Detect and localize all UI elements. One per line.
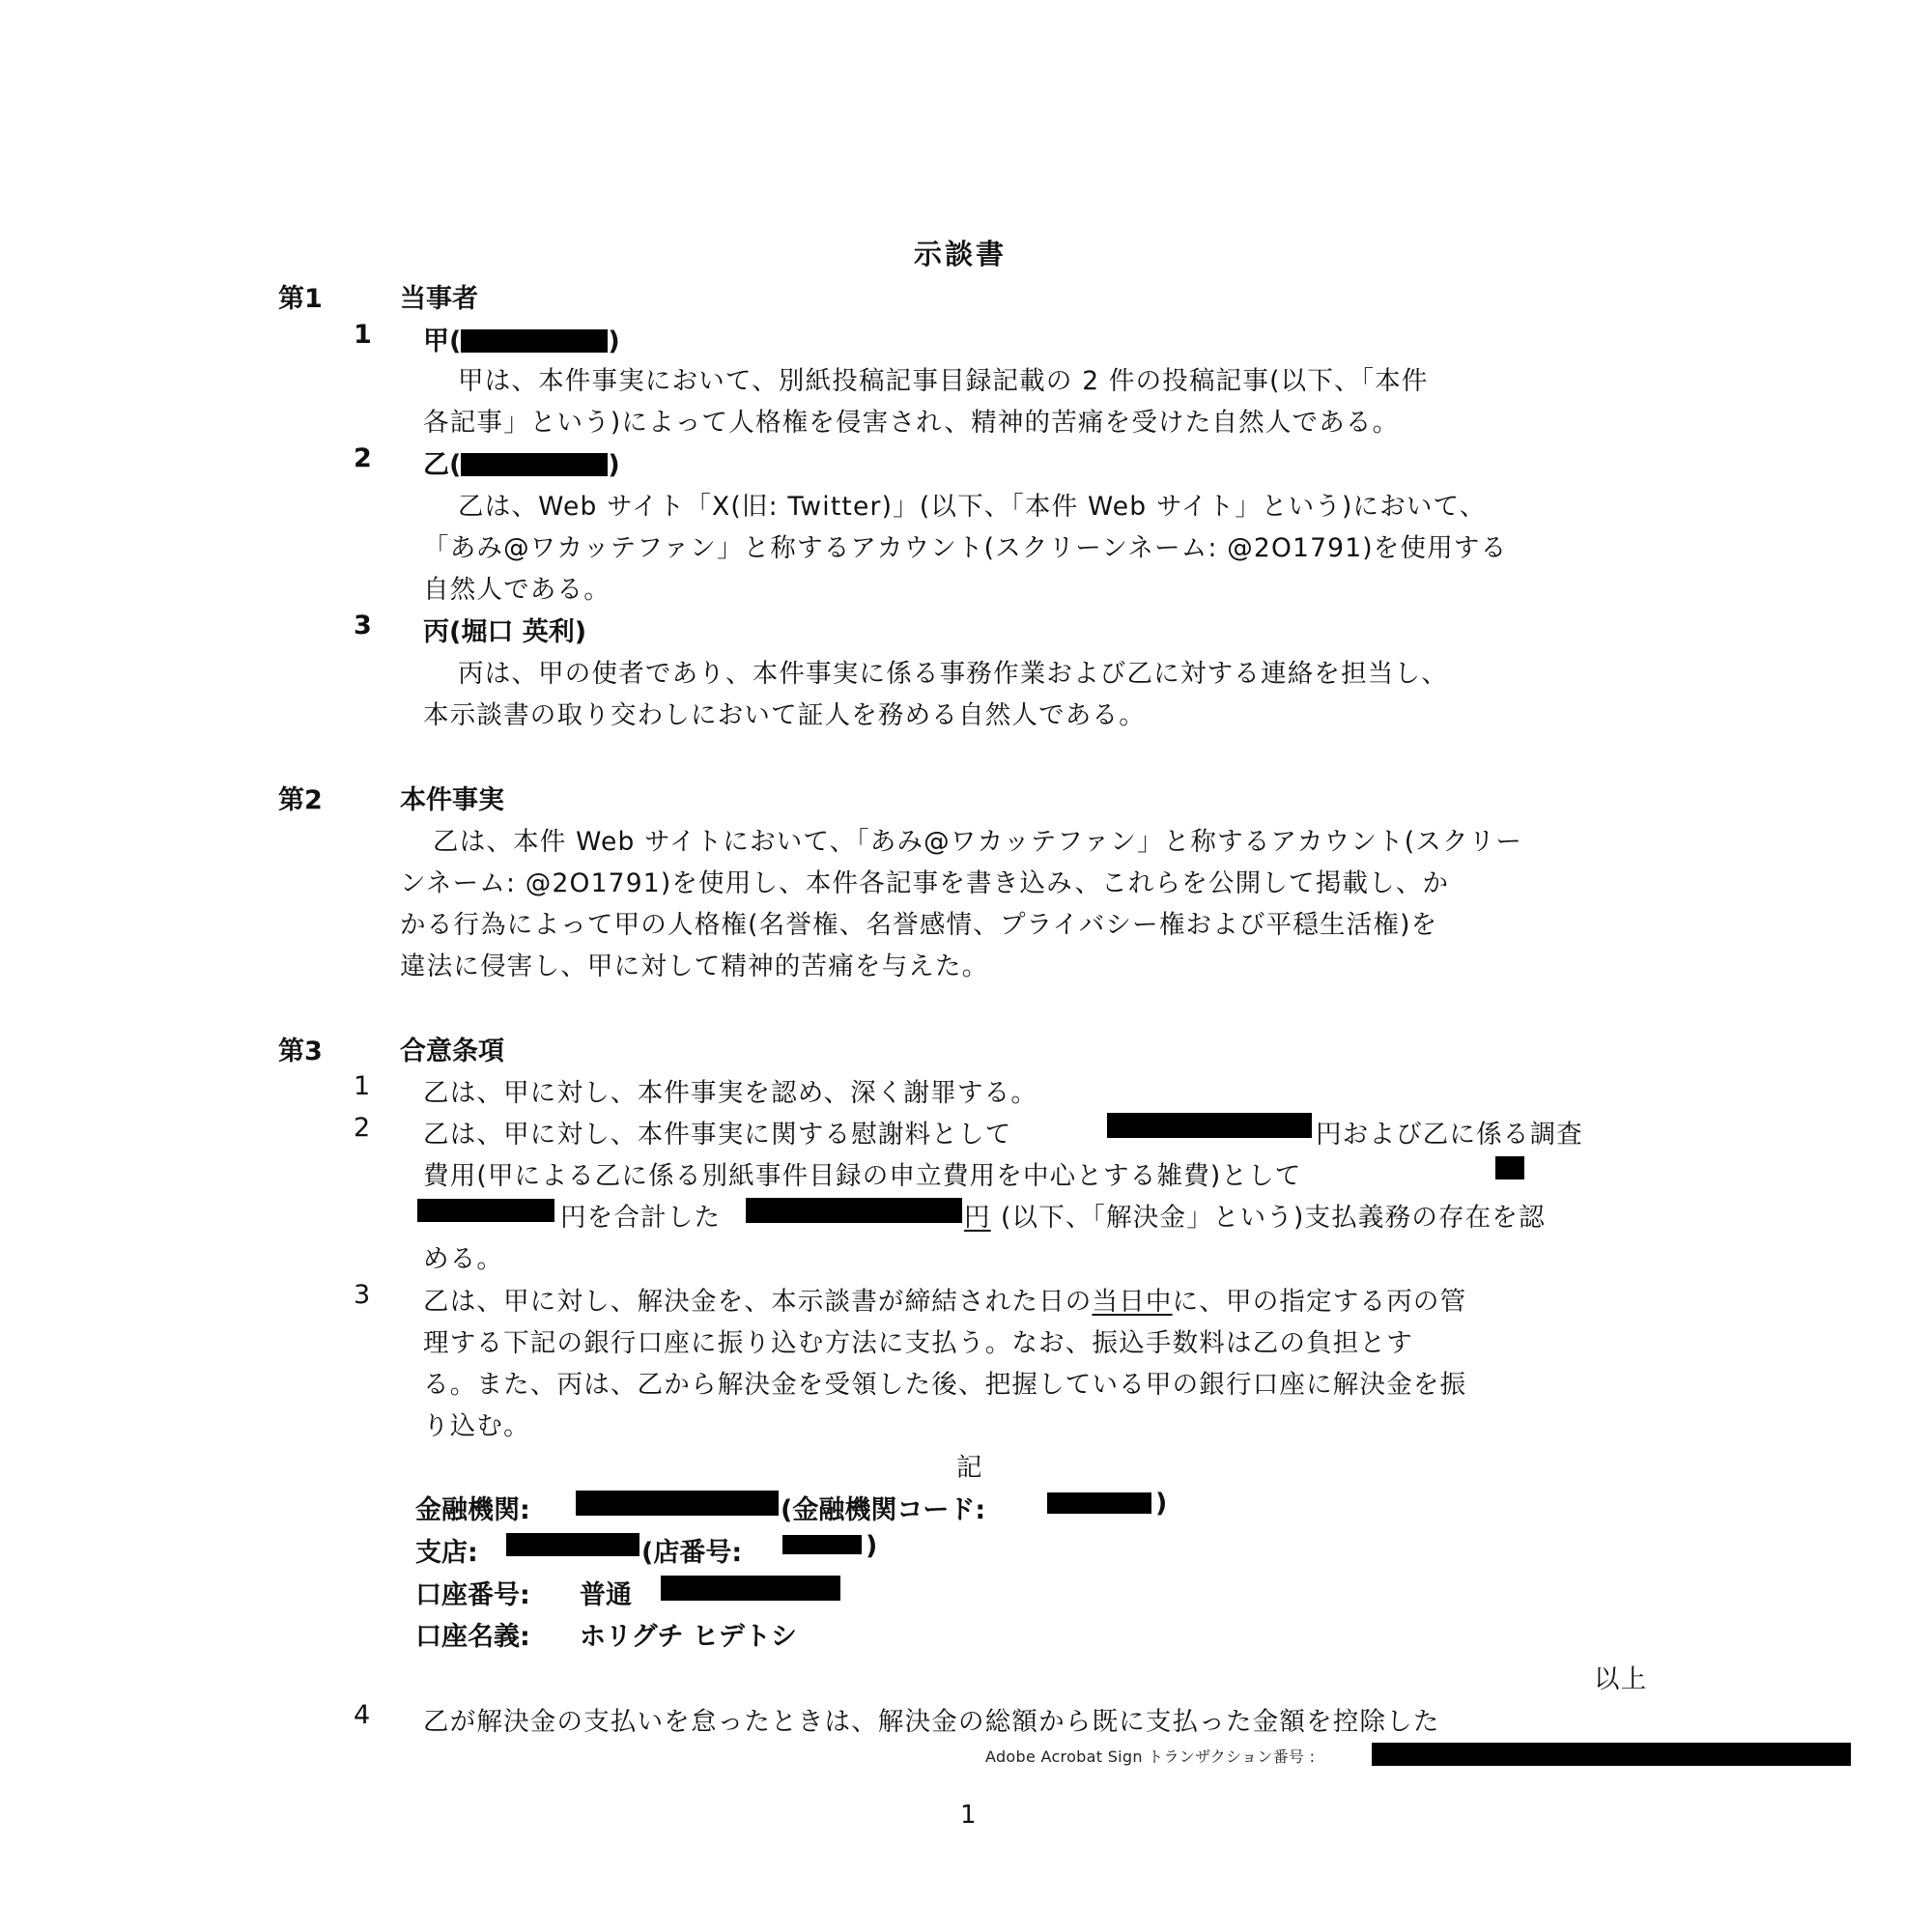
section-1-number: 第1	[278, 284, 323, 314]
section-3-item-3-line-4: り込む。	[423, 1411, 530, 1441]
section-3-item-2-line-3c: (以下、「解決金」という)支払義務の存在を認	[1001, 1203, 1546, 1233]
section-3-item-2-line-3b: 円	[964, 1203, 991, 1233]
section-1-item-2-line-1: 乙は、Web サイト「X(旧: Twitter)」(以下、「本件 Web サイト」という)において、	[458, 492, 1487, 522]
branch-label: 支店:	[415, 1538, 478, 1568]
section-1-item-3-line-1: 丙は、甲の使者であり、本件事実に係る事務作業および乙に対する連絡を担当し、	[458, 659, 1448, 689]
account-name-label: 口座名義:	[415, 1622, 530, 1652]
account-number-redaction	[661, 1576, 840, 1601]
section-3-item-3-line-1a: 乙は、甲に対し、解決金を、本示談書が締結された日の	[423, 1287, 1093, 1317]
document-title: 示談書	[914, 238, 1008, 270]
section-2-line-3: かる行為によって甲の人格権(名誉権、名誉感情、プライバシー権および平穏生活権)を	[400, 910, 1438, 940]
section-3-item-3-line-1c: に、甲の指定する丙の管	[1172, 1287, 1467, 1317]
section-3-item-3-line-3: る。また、丙は、乙から解決金を受領した後、把握している甲の銀行口座に解決金を振	[423, 1370, 1467, 1400]
party-a-label-prefix: 甲(	[423, 327, 462, 356]
party-b-label-prefix: 乙(	[423, 450, 462, 480]
section-1-item-1-line-2: 各記事」という)によって人格権を侵害され、精神的苦痛を受けた自然人である。	[423, 408, 1400, 438]
section-1-item-2-line-2: 「あみ@ワカッテファン」と称するアカウント(スクリーンネーム: @2O1791)を使用する	[423, 533, 1508, 563]
party-a-label-suffix: )	[608, 327, 620, 356]
end-mark: 以上	[1594, 1664, 1648, 1694]
bank-institution-label: 金融機関:	[415, 1495, 530, 1525]
section-1-item-2-number: 2	[354, 443, 372, 473]
section-3-item-2-line-3a: 円を合計した	[560, 1203, 722, 1233]
branch-name-redaction	[506, 1533, 639, 1556]
branch-number-close: )	[866, 1531, 878, 1561]
bank-institution-code-label: (金融機関コード:	[781, 1495, 986, 1525]
party-b-label	[423, 443, 620, 481]
section-3-item-2-number: 2	[354, 1113, 371, 1143]
section-1-item-1-number: 1	[354, 320, 372, 350]
account-name: ホリグチ ヒデトシ	[580, 1622, 797, 1652]
branch-number-label: (店番号:	[641, 1538, 743, 1568]
party-a-label	[423, 320, 620, 357]
same-day-underlined: 当日中	[1092, 1287, 1173, 1317]
section-1-item-2-line-3: 自然人である。	[423, 575, 611, 605]
section-3-item-2-line-1b: 円および乙に係る調査	[1316, 1120, 1583, 1150]
section-2-number: 第2	[278, 785, 323, 815]
section-1-item-1-line-1: 甲は、本件事実において、別紙投稿記事目録記載の 2 件の投稿記事(以下、「本件	[458, 366, 1429, 396]
section-3-item-2-line-4: める。	[423, 1244, 504, 1274]
section-1-heading: 当事者	[400, 284, 478, 314]
party-b-name-redaction	[461, 453, 608, 476]
settlement-total-redaction	[746, 1198, 962, 1223]
transaction-number-redaction	[1372, 1743, 1851, 1766]
branch-number-redaction	[782, 1535, 862, 1554]
section-3-item-4-number: 4	[354, 1700, 371, 1730]
acrobat-sign-transaction-label: Adobe Acrobat Sign トランザクション番号 :	[985, 1747, 1316, 1766]
bank-institution-code-redaction	[1047, 1492, 1151, 1514]
section-3-number: 第3	[278, 1037, 323, 1066]
section-2-line-2: ンネーム: @2O1791)を使用し、本件各記事を書き込み、これらを公開して掲載し、か	[400, 868, 1450, 898]
bank-institution-redaction	[576, 1491, 779, 1516]
consolation-amount-redaction	[1107, 1113, 1312, 1138]
section-3-item-1-number: 1	[354, 1071, 371, 1101]
section-3-item-2-line-1a: 乙は、甲に対し、本件事実に関する慰謝料として	[423, 1120, 1012, 1150]
section-3-item-3-line-1	[423, 1280, 1466, 1318]
section-3-item-1-line-1: 乙は、甲に対し、本件事実を認め、深く謝罪する。	[423, 1078, 1038, 1108]
page-number: 1	[960, 1801, 977, 1830]
section-2-line-4: 違法に侵害し、甲に対して精神的苦痛を与えた。	[400, 952, 989, 981]
account-type: 普通	[580, 1580, 632, 1610]
party-b-label-suffix: )	[608, 450, 620, 480]
investigation-cost-redaction-a	[1495, 1156, 1524, 1179]
record-label: 記	[956, 1453, 983, 1483]
account-number-label: 口座番号:	[415, 1580, 530, 1610]
section-2-line-1: 乙は、本件 Web サイトにおいて、「あみ@ワカッテファン」と称するアカウント(スクリー	[433, 827, 1523, 857]
section-1-item-3-number: 3	[354, 611, 372, 640]
investigation-cost-redaction-b	[417, 1199, 554, 1222]
bank-institution-code-close: )	[1155, 1489, 1168, 1519]
section-3-item-4-line-1: 乙が解決金の支払いを怠ったときは、解決金の総額から既に支払った金額を控除した	[423, 1707, 1440, 1737]
section-3-item-3-line-2: 理する下記の銀行口座に振り込む方法に支払う。なお、振込手数料は乙の負担とす	[423, 1328, 1413, 1358]
section-3-item-3-number: 3	[354, 1280, 371, 1310]
party-c-label: 丙(堀口 英利)	[423, 617, 587, 647]
section-3-item-2-line-2: 費用(甲による乙に係る別紙事件目録の申立費用を中心とする雑費)として	[423, 1161, 1302, 1191]
section-2-heading: 本件事実	[400, 785, 504, 815]
section-1-item-3-line-2: 本示談書の取り交わしにおいて証人を務める自然人である。	[423, 700, 1146, 730]
section-3-heading: 合意条項	[400, 1037, 504, 1066]
party-a-name-redaction	[461, 329, 608, 353]
